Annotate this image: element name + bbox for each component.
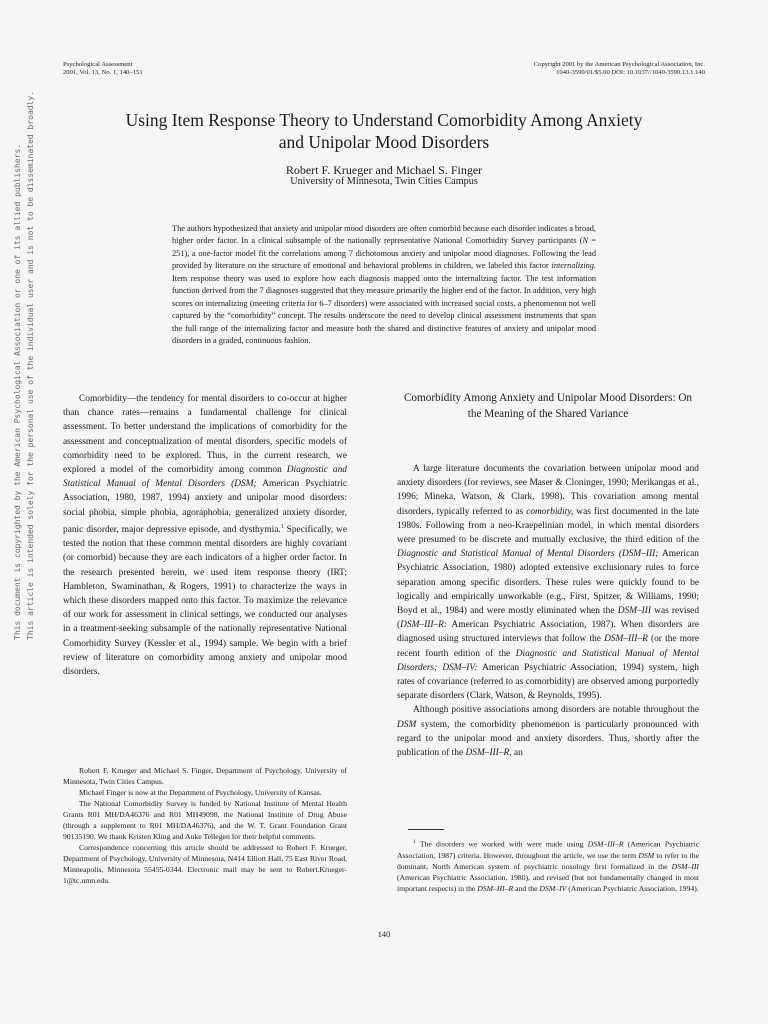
copyright-header (534, 61, 705, 77)
body-italic: Diagnostic and Statistical Manual of Mental Disorders; DSM–IV: (397, 648, 700, 673)
footnote-text: (American Psychiatric Association, 1980), and revised (but not fundamentally changed in most important respects) in the (397, 872, 699, 893)
page-number: 140 (377, 929, 391, 939)
footnote-text: (American Psychiatric Association, 1987) criteria. However, throughout the article, we use the term (397, 839, 699, 860)
body-italic: DSM (397, 719, 417, 730)
doi-line: 1040-3590/01/$5.00 DOI: 10.1037//1040-3590.13.1.140 (556, 69, 705, 76)
footnote-marker[interactable]: 1 (280, 523, 284, 530)
abstract-italic-n: N (582, 236, 589, 246)
footnote-text: The disorders we worked with were made using (415, 839, 588, 849)
body-italic: DSM–III–R, (465, 748, 512, 759)
abstract (172, 223, 596, 348)
journal-header (63, 61, 143, 77)
body-text: Comorbidity—the tendency for mental disorders to co-occur at higher than chance rates—remains a fundamental challenge for clinical assessment. To better understand the implications of comorbidity for the assessment and conceptualization of mental disorders, specific models of comorbidity need to be explored. Thus, in the current research, we explored a model of the comorbidity among common (63, 394, 347, 476)
footnote-italic: DSM–IV (539, 883, 567, 893)
body-italic: Diagnostic and Statistical Manual of Mental Disorders (DSM; (63, 465, 347, 490)
footnote-text: and the (513, 883, 540, 893)
footnote-rule (408, 829, 444, 830)
author-notes (63, 765, 347, 887)
correspondence-note: Correspondence concerning this article should be addressed to Robert F. Krueger, Department of Psychology, University of Minnesota, N414 Elliott Hall, 75 East River Road, Minneapolis, Minnesota 55455-0344. Electronic mail may be sent to Robert.Krueger-1@tc.umn.edu. (63, 843, 347, 886)
footnote-italic: DSM–III–R (477, 883, 514, 893)
body-text: was first documented in the late 1980s. Following from a neo-Kraepelinian model, in which mental disorders were presumed to be discrete and mutually exclusive, the third edition of the (397, 506, 699, 546)
author-names: Robert F. Krueger and Michael S. Finger (285, 163, 483, 177)
body-italic: DSM–III (617, 606, 652, 617)
footnote-text: (American Psychiatric Association, 1994). (566, 883, 699, 893)
intro-paragraph (63, 392, 347, 679)
body-text: an (511, 748, 523, 759)
body-text: American Psychiatric Association, 1980, 1987, 1994) anxiety and unipolar mood disorders: social phobia, simple phobia, agoraphobia, generalized anxiety disorder, panic disorder, major depressive episode, and dysthymia. (63, 479, 347, 535)
author-note: The National Comorbidity Survey is funded by National Institute of Mental Health Grants R01 MH/DA46376 and R01 MH49098, the National Institute of Drug Abuse (through a supplement to R01 MH/DA46376), and the W. T. Grant Foundation Grant 90135190. We thank Kristen Kling and Auke Tellegen for their helpful comments. (63, 799, 347, 842)
author-note: Michael Finger is now at the Department of Psychology, University of Kansas. (79, 788, 322, 798)
article-title: Using Item Response Theory to Understand Comorbidity Among Anxiety and Unipolar Mood Disorders (125, 110, 643, 152)
body-text: American Psychiatric Association, 1980) adopted extensive exclusionary rules to force separation among specific disorders. These rules were quickly found to be logically and empirically unworkable (e.g., First, Spitzer, & Williams, 1990; Boyd et al., 1984) and were mostly eliminated when the (397, 549, 699, 617)
copyright-line: Copyright 2001 by the American Psychological Association, Inc. (533, 61, 705, 68)
copyright-notice-line2: This article is intended solely for the personal use of the individual user and is not to be disseminated broadly. (26, 90, 35, 640)
section-body (397, 462, 699, 760)
abstract-italic-term: internalizing. (551, 261, 596, 271)
journal-volume: 2001, Vol. 13, No. 1, 140–151 (63, 69, 143, 76)
footnote-italic: DSM–III (671, 861, 699, 871)
body-text: system, the comorbidity phenomenon is particularly pronounced with regard to the unipolar mood and anxiety disorders. Thus, shortly after the publication of the (397, 719, 699, 759)
abstract-text: = 251), a one-factor model fit the correlations among 7 dichotomous anxiety and unipolar mood diagnoses. Following the lead provided by literature on the structure of emotional and behavioral problems in children, we labeled this factor (172, 236, 596, 271)
journal-name: Psychological Assessment (63, 61, 133, 68)
footnote (397, 837, 699, 894)
body-text: Although positive associations among disorders are notable throughout the (413, 705, 699, 716)
footnote-italic: DSM (638, 850, 655, 860)
footnote-text: to refer to the dominant, North American system of psychiatric nosology first formalized in the (397, 850, 699, 871)
abstract-text: Item response theory was used to explore how each diagnosis mapped onto the internalizing factor. The test information function derived from the 7 diagnoses suggested that they measure primarily the higher end of the factor. In addition, very high scores on internalizing (meeting criteria for 6–7 disorders) were associated with increased social costs, a phenomenon not well captured by the “comorbidity” concept. The results underscore the need to develop clinical assessment instruments that span the full range of the internalizing factor and measure both the shared and distinctive features of anxiety and unipolar mood disorders in a graded, continuous fashion. (172, 273, 596, 346)
body-italic: DSM–III–R (604, 634, 648, 645)
footnote-italic: DSM–III–R (587, 839, 624, 849)
body-text: American Psychiatric Association, 1994) system, high rates of covariance (referred to as comorbidity) are observed among purportedly separate disorders (Clark, Watson, & Reynolds, 1995). (397, 662, 699, 702)
abstract-text: The authors hypothesized that anxiety and unipolar mood disorders are often comorbid because each disorder indicates a broad, higher order factor. In a clinical subsample of the nationally representative National Comorbidity Survey participants ( (172, 224, 596, 246)
body-italic: DSM–III–R: (400, 620, 447, 631)
body-italic: Diagnostic and Statistical Manual of Mental Disorders (DSM–III; (397, 549, 659, 560)
author-note: Robert F. Krueger and Michael S. Finger, Department of Psychology, University of Minnesota, Twin Cities Campus. (63, 766, 347, 787)
body-italic: comorbidity, (526, 506, 574, 517)
copyright-notice-line1: This document is copyrighted by the American Psychological Association or one of its allied publishers. (13, 143, 22, 640)
body-text: American Psychiatric Association, 1987). When disorders are diagnosed using structured interviews that follow the (397, 620, 699, 645)
body-text: Specifically, we tested the notion that these common mental disorders are highly covariant (or comorbid) because they are each indicators of a higher order factor. In the research presented herein, we used item response theory (IRT; Hambleton, Swaminathan, & Rogers, 1991) to characterize the ways in which these disorders mapped onto this factor. To maximize the relevance of our work for assessment in clinical settings, we conducted our analyses in a treatment-seeking subsample of the nationally representative National Comorbidity Survey (Kessler et al., 1994) sample. We begin with a brief review of literature on comorbidity among anxiety and unipolar mood disorders. (63, 524, 347, 677)
footnote-number: 1 (413, 839, 416, 845)
author-affiliation: University of Minnesota, Twin Cities Campus (290, 176, 478, 187)
body-text: A large literature documents the covariation between unipolar mood and anxiety disorders (for reviews, see Maser & Cloninger, 1990; Merikangas et al., 1996; Mineka, Watson, & Clark, 1998). This covariation among mental disorders, typically referred to as (397, 464, 699, 517)
section-heading: Comorbidity Among Anxiety and Unipolar Mood Disorders: On the Meaning of the Shared Variance (403, 392, 693, 420)
body-text: (or the more recent fourth edition of the (397, 634, 699, 659)
body-text: was revised ( (397, 606, 700, 631)
